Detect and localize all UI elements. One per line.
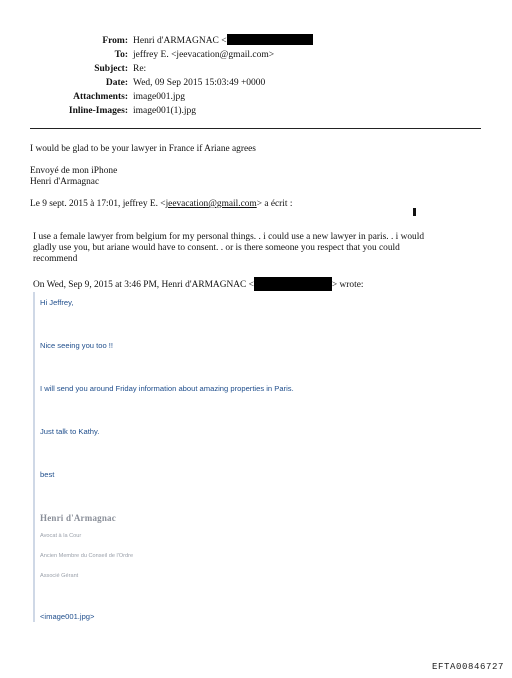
- subject-label: Subject:: [94, 64, 128, 74]
- inline-image-placeholder[interactable]: <image001.jpg>: [40, 612, 95, 621]
- signature-name: Henri d'Armagnac: [40, 513, 116, 523]
- header-divider: [30, 128, 481, 129]
- from-text: Henri d'ARMAGNAC <: [133, 36, 227, 46]
- quote-intro-prefix: Le 9 sept. 2015 à 17:01, jeffrey E. <: [30, 199, 166, 209]
- quote-bar: [33, 292, 35, 622]
- document-id: EFTA00846727: [431, 662, 504, 672]
- header-attachments-row: [0, 90, 512, 105]
- header-inline-images-row: [0, 104, 512, 119]
- quote-email-link[interactable]: jeevacation@gmail.com: [165, 199, 257, 209]
- from-value: [133, 34, 313, 49]
- signature-title-1: Avocat à la Cour: [40, 533, 82, 539]
- from-label: From:: [102, 36, 128, 46]
- earlier-intro-prefix: On Wed, Sep 9, 2015 at 3:46 PM, Henri d'ARMAGNAC <: [33, 280, 254, 290]
- paragraph-3: Just talk to Kathy.: [40, 427, 100, 436]
- redaction-bar: [227, 34, 313, 45]
- header-to-row: [0, 48, 512, 63]
- stray-mark: [413, 208, 416, 216]
- attachments-value: image001.jpg: [133, 92, 185, 102]
- sent-from-iphone: Envoyé de mon iPhone: [30, 166, 118, 176]
- redaction-bar: [254, 277, 332, 291]
- date-label: Date:: [105, 78, 128, 88]
- jeffrey-line-2: gladly use you, but ariane would have to consent. . or is there someone you respect that you could: [33, 243, 400, 253]
- attachments-label: Attachments:: [73, 92, 128, 102]
- earlier-intro: [33, 277, 363, 292]
- paragraph-1: Nice seeing you too !!: [40, 341, 114, 350]
- date-value: Wed, 09 Sep 2015 15:03:49 +0000: [133, 78, 266, 88]
- inline-images-value: image001(1).jpg: [133, 106, 197, 116]
- to-label: To:: [114, 50, 128, 60]
- subject-value: Re:: [133, 64, 147, 74]
- sender-name: Henri d'Armagnac: [30, 177, 100, 187]
- jeffrey-line-1: I use a female lawyer from belgium for my personal things. . i could use a new lawyer in paris. . i would: [33, 232, 425, 242]
- quote-intro-suffix: > a écrit :: [256, 199, 293, 209]
- paragraph-2: I will send you around Friday information about amazing properties in Paris.: [40, 384, 294, 393]
- jeffrey-line-3: recommend: [33, 254, 78, 264]
- inline-images-label: Inline-Images:: [68, 106, 128, 116]
- reply-line: I would be glad to be your lawyer in France if Ariane agrees: [30, 144, 256, 154]
- signature-title-2: Ancien Membre du Conseil de l'Ordre: [40, 553, 134, 559]
- earlier-intro-suffix: > wrote:: [331, 280, 364, 290]
- to-value: jeffrey E. <jeevacation@gmail.com>: [133, 50, 275, 60]
- paragraph-4: best: [40, 470, 55, 479]
- signature-title-3: Associé Gérant: [40, 573, 79, 579]
- header-date-row: [0, 76, 512, 91]
- header-subject-row: [0, 62, 512, 77]
- header-from-row: [0, 34, 512, 49]
- quote-intro: [30, 199, 292, 211]
- greeting: Hi Jeffrey,: [40, 298, 74, 307]
